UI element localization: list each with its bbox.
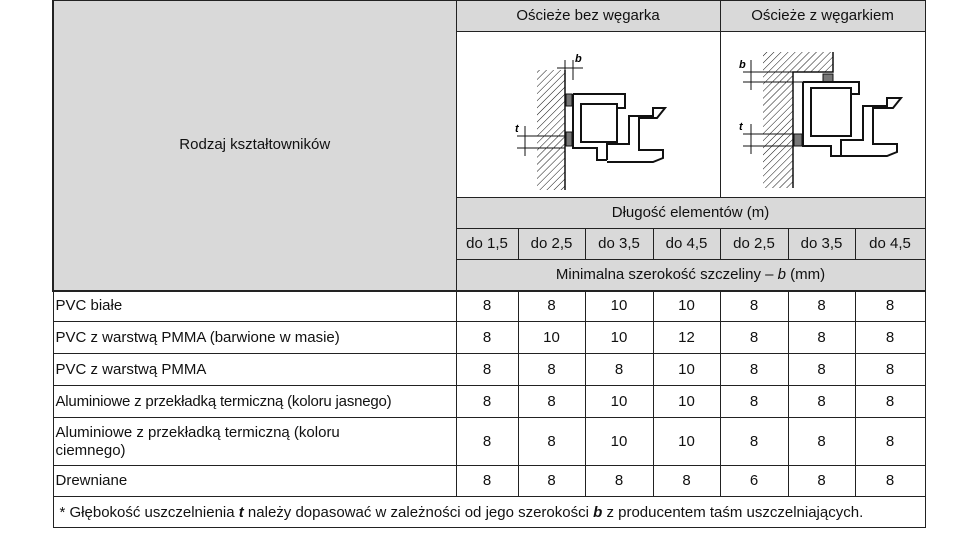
value-cell: 10 [585,418,653,466]
value-cell: 8 [788,386,855,418]
length-header [456,198,925,229]
footnote-b: b [593,504,603,521]
value-cell: 10 [585,386,653,418]
value-cell: 6 [720,466,788,497]
value-cell: 8 [855,466,925,497]
diagram-without-rebate-cell [456,32,720,198]
value-cell: 8 [518,291,585,322]
value-cell: 8 [518,354,585,386]
value-cell: 8 [855,354,925,386]
value-cell: 8 [585,354,653,386]
depth-t-label: t [514,123,519,135]
frame-profile [803,82,859,156]
row-label: Drewniane [53,466,456,497]
min-width-header-text: Minimalna szerokość szczeliny – [555,265,778,283]
length-col-5: do 2,5 [720,229,788,260]
length-col-3: do 3,5 [585,229,653,260]
length-col-4: do 4,5 [653,229,720,260]
length-col-6: do 3,5 [788,229,855,260]
table-row [53,322,925,354]
value-cell: 8 [456,418,518,466]
sash-profile [607,108,665,162]
value-cell: 8 [788,322,855,354]
seal-tape [566,94,572,106]
seal-tape [794,134,802,146]
length-col-2: do 2,5 [518,229,585,260]
value-cell: 8 [855,291,925,322]
group-header-without-rebate [456,1,720,32]
value-cell: 8 [653,466,720,497]
table-row [53,291,925,322]
value-cell: 8 [518,466,585,497]
value-cell: 8 [720,322,788,354]
value-cell: 8 [456,354,518,386]
frame-gap-table [52,0,926,528]
diagram-without-rebate [457,32,721,192]
diagram-with-rebate-cell [720,32,925,198]
row-label: PVC z warstwą PMMA [53,354,456,386]
value-cell: 10 [585,322,653,354]
value-cell: 8 [788,291,855,322]
group-header-label: Ościeże z węgarkiem [751,7,894,24]
value-cell: 8 [456,322,518,354]
footnote-row [53,497,925,528]
value-cell: 8 [788,418,855,466]
value-cell: 10 [585,291,653,322]
row-label: Aluminiowe z przekładką termiczną (koloru jasnego) [53,386,456,418]
value-cell: 12 [653,322,720,354]
length-header-label: Długość elementów (m) [611,204,770,221]
seal-tape [823,74,833,82]
diagram-with-rebate [723,32,923,192]
value-cell: 8 [456,466,518,497]
table-row [53,418,925,466]
row-header-cell [53,1,456,291]
value-cell: 8 [720,386,788,418]
value-cell: 8 [518,386,585,418]
value-cell: 8 [585,466,653,497]
depth-t-label: t [738,121,743,133]
value-cell: 10 [518,322,585,354]
footnote: * Głębokość uszczelnienia t należy dopasować w zależności od jego szerokości b z producentem taśm uszczelniających. [53,497,925,528]
min-width-header [456,260,925,291]
length-col-7: do 4,5 [855,229,925,260]
value-cell: 8 [456,291,518,322]
gap-b-label: b [738,59,746,71]
seal-tape [566,132,572,146]
group-header-with-rebate [720,1,925,32]
row-label: PVC białe [53,291,456,322]
min-width-header-var: b [777,265,786,283]
value-cell: 10 [653,418,720,466]
row-header-label: Rodzaj kształtowników [179,136,331,154]
value-cell: 8 [518,418,585,466]
row-label: Aluminiowe z przekładką termiczną (koloru ciemnego) [53,418,456,466]
value-cell: 8 [720,418,788,466]
value-cell: 8 [788,354,855,386]
value-cell: 10 [653,386,720,418]
group-header-label: Ościeże bez węgarka [516,7,660,24]
value-cell: 8 [855,322,925,354]
footnote-t: t [238,504,244,521]
value-cell: 10 [653,291,720,322]
length-col-1: do 1,5 [456,229,518,260]
value-cell: 8 [855,418,925,466]
value-cell: 8 [855,386,925,418]
table-row [53,354,925,386]
value-cell: 8 [720,354,788,386]
value-cell: 8 [720,291,788,322]
frame-gap-table-container [52,0,924,528]
value-cell: 8 [456,386,518,418]
gap-b-label: b [574,53,582,65]
row-label: PVC z warstwą PMMA (barwione w masie) [53,322,456,354]
value-cell: 10 [653,354,720,386]
table-row [53,386,925,418]
wall-hatch [537,70,565,190]
min-width-header-unit: (mm) [785,265,826,283]
frame-profile [573,94,625,160]
value-cell: 8 [788,466,855,497]
table-row [53,466,925,497]
